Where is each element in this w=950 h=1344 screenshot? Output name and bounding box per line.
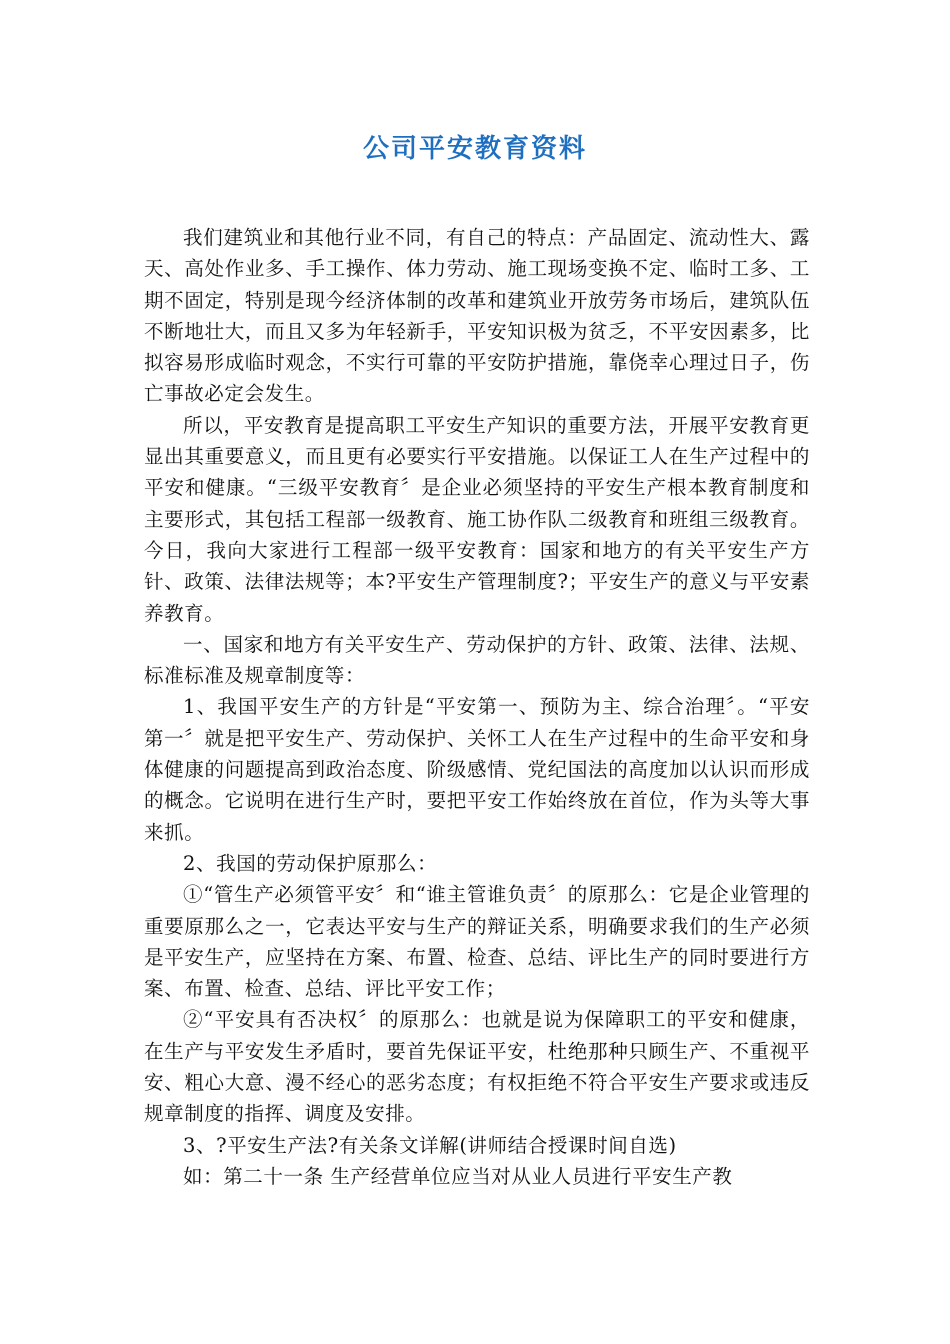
document-title: 公司平安教育资料 xyxy=(362,134,587,164)
section-heading-1: 一、国家和地方有关平安生产、劳动保护的方针、政策、法律、法规、标准标准及规章制度等： xyxy=(144,632,810,688)
paragraph-principle-2: ②“平安具有否决权〞的原那么：也就是说为保障职工的平安和健康，在生产与平安发生矛盾时，要首先保证平安，杜绝那种只顾生产、不重视平安、粗心大意、漫不经心的恶劣态度；有权拒绝不符合平安生产要求或违反规章制度的指挥、调度及安排。 xyxy=(144,1008,810,1126)
paragraph-article-21: 如：第二十一条 生产经营单位应当对从业人员进行平安生产教 xyxy=(183,1164,733,1188)
paragraph-labor-principles: 2、我国的劳动保护原那么： xyxy=(183,851,438,875)
paragraph-intro: 我们建筑业和其他行业不同，有自己的特点：产品固定、流动性大、露天、高处作业多、手工操作、体力劳动、施工现场变换不定、临时工多、工期不固定，特别是现今经济体制的改革和建筑业开放劳务市场后，建筑队伍不断地壮大，而且又多为年轻新手，平安知识极为贫乏，不平安因素多，比拟容易形成临时观念，不实行可靠的平安防护措施，靠侥幸心理过日子，伤亡事故必定会发生。 xyxy=(144,226,810,406)
paragraph-principle-1: ①“管生产必须管平安〞和“谁主管谁负责〞的原那么：它是企业管理的重要原那么之一，它表达平安与生产的辩证关系，明确要求我们的生产必须是平安生产，应坚持在方案、布置、检查、总结、评比生产的同时要进行方案、布置、检查、总结、评比平安工作； xyxy=(144,883,810,1001)
paragraph-education-importance: 所以，平安教育是提高职工平安生产知识的重要方法，开展平安教育更显出其重要意义，而且更有必要实行平安措施。以保证工人在生产过程中的平安和健康。“三级平安教育〞是企业必须坚持的平安生产根本教育制度和主要形式，其包括工程部一级教育、施工协作队二级教育和班组三级教育。今日，我向大家进行工程部一级平安教育：国家和地方的有关平安生产方针、政策、法律法规等；本?平安生产管理制度?；平安生产的意义与平安素养教育。 xyxy=(144,413,810,625)
paragraph-safety-law: 3、?平安生产法?有关条文详解(讲师结合授课时间自选) xyxy=(183,1133,677,1157)
paragraph-safety-policy: 1、我国平安生产的方针是“平安第一、预防为主、综合治理〞。“平安第一〞就是把平安生产、劳动保护、关怀工人在生产过程中的生命平安和身体健康的问题提高到政治态度、阶级感情、党纪国法的高度加以认识而形成的概念。它说明在进行生产时，要把平安工作始终放在首位，作为头等大事来抓。 xyxy=(144,695,810,844)
document-body xyxy=(144,222,810,1192)
